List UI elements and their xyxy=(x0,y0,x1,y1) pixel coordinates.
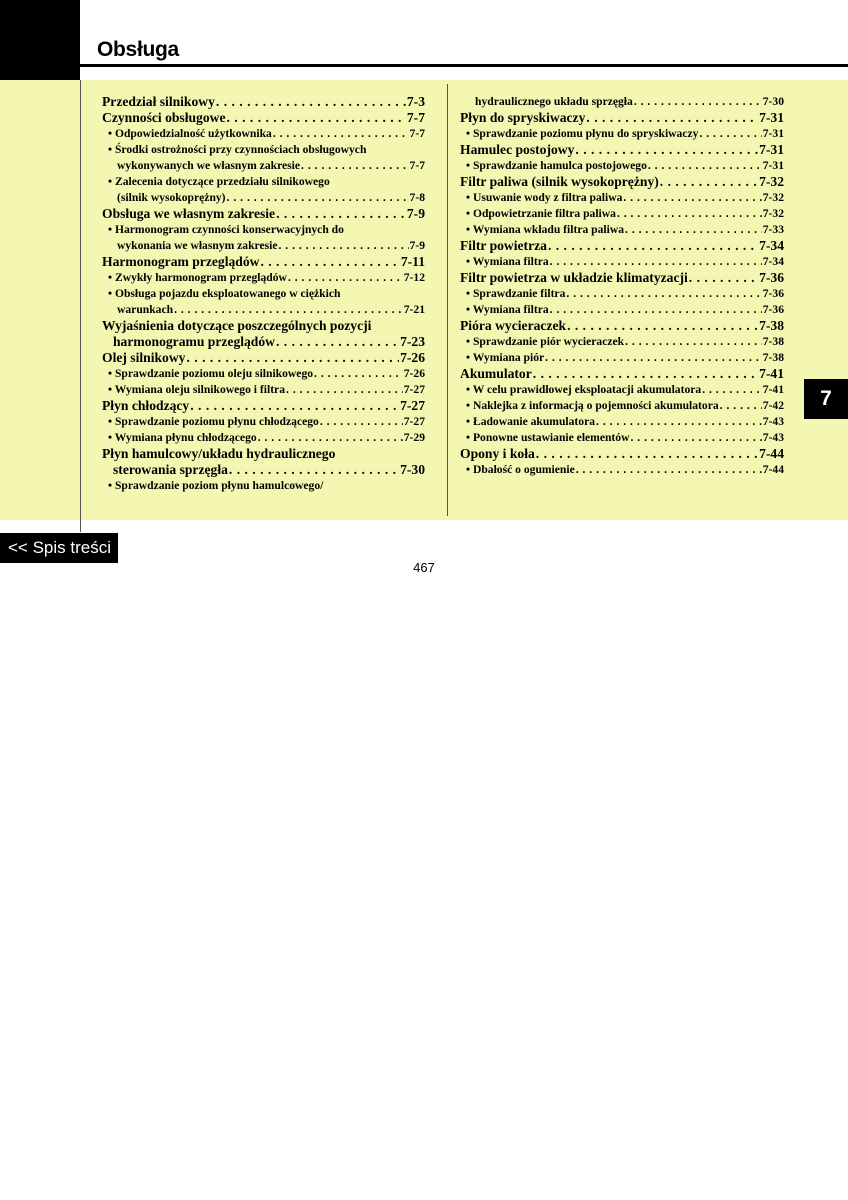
toc-entry[interactable]: • Wymiana oleju silnikowego i filtra . . . 7-27 xyxy=(102,382,425,398)
column-divider xyxy=(447,84,448,516)
toc-entry[interactable]: (silnik wysokoprężny) . . . 7-8 xyxy=(102,190,425,206)
toc-entry[interactable]: hydraulicznego układu sprzęgła . . . 7-30 xyxy=(460,94,784,110)
toc-entry[interactable]: Opony i koła . . . 7-44 xyxy=(460,446,784,462)
toc-entry[interactable]: • Sprawdzanie poziomu oleju silnikowego . . . 7-26 xyxy=(102,366,425,382)
toc-entry[interactable]: • Wymiana wkładu filtra paliwa . . . 7-33 xyxy=(460,222,784,238)
header-rule xyxy=(80,64,848,67)
toc-entry[interactable]: • Sprawdzanie piór wycieraczek . . . 7-38 xyxy=(460,334,784,350)
toc-entry[interactable]: wykonywanych we własnym zakresie . . . 7-7 xyxy=(102,158,425,174)
toc-entry[interactable]: • Wymiana piór . . . 7-38 xyxy=(460,350,784,366)
toc-entry[interactable]: • Sprawdzanie hamulca postojowego . . . 7-31 xyxy=(460,158,784,174)
toc-entry[interactable]: • Wymiana płynu chłodzącego . . . 7-29 xyxy=(102,430,425,446)
toc-entry[interactable]: Płyn do spryskiwaczy . . . 7-31 xyxy=(460,110,784,126)
toc-entry[interactable]: Olej silnikowy . . . 7-26 xyxy=(102,350,425,366)
toc-entry[interactable]: Płyn chłodzący . . . 7-27 xyxy=(102,398,425,414)
toc-entry[interactable]: • Usuwanie wody z filtra paliwa . . . 7-32 xyxy=(460,190,784,206)
toc-entry[interactable]: • Sprawdzanie poziomu płynu chłodzącego . . . 7-27 xyxy=(102,414,425,430)
toc-entry[interactable]: Akumulator . . . 7-41 xyxy=(460,366,784,382)
toc-entry[interactable]: Czynności obsługowe . . . 7-7 xyxy=(102,110,425,126)
toc-column-right xyxy=(460,94,784,478)
toc-entry[interactable]: • Wymiana filtra . . . 7-36 xyxy=(460,302,784,318)
toc-entry-line[interactable]: Płyn hamulcowy/układu hydraulicznego xyxy=(102,445,336,461)
toc-entry[interactable]: Przedział silnikowy . . . 7-3 xyxy=(102,94,425,110)
toc-column-left xyxy=(102,94,425,494)
toc-entry[interactable]: harmonogramu przeglądów . . . 7-23 xyxy=(102,334,425,350)
toc-entry[interactable]: Obsługa we własnym zakresie . . . 7-9 xyxy=(102,206,425,222)
toc-entry[interactable]: • Zwykły harmonogram przeglądów . . . 7-12 xyxy=(102,270,425,286)
toc-entry[interactable]: • Naklejka z informacją o pojemności akumulatora . . . 7-42 xyxy=(460,398,784,414)
toc-entry-line[interactable]: • Zalecenia dotyczące przedziału silnikowego xyxy=(108,175,330,189)
left-margin-rule xyxy=(80,80,81,532)
toc-entry[interactable]: • Ładowanie akumulatora . . . 7-43 xyxy=(460,414,784,430)
toc-entry[interactable]: • Odpowiedzialność użytkownika . . . 7-7 xyxy=(102,126,425,142)
toc-entry[interactable]: • Sprawdzanie poziomu płynu do spryskiwaczy . . . 7-31 xyxy=(460,126,784,142)
toc-entry[interactable]: warunkach . . . 7-21 xyxy=(102,302,425,318)
header-black-block xyxy=(0,0,80,80)
toc-entry[interactable]: • Odpowietrzanie filtra paliwa . . . 7-32 xyxy=(460,206,784,222)
chapter-tab: 7 xyxy=(804,379,848,419)
toc-entry[interactable]: • Sprawdzanie filtra . . . 7-36 xyxy=(460,286,784,302)
toc-entry[interactable]: • Ponowne ustawianie elementów . . . 7-43 xyxy=(460,430,784,446)
toc-entry[interactable]: Harmonogram przeglądów . . . 7-11 xyxy=(102,254,425,270)
toc-entry[interactable]: Hamulec postojowy . . . 7-31 xyxy=(460,142,784,158)
toc-entry-line[interactable]: • Środki ostrożności przy czynnościach obsługowych xyxy=(108,143,367,157)
toc-entry[interactable]: sterowania sprzęgła . . . 7-30 xyxy=(102,462,425,478)
toc-entry-line[interactable]: • Harmonogram czynności konserwacyjnych do xyxy=(108,223,344,237)
toc-entry-line[interactable]: Wyjaśnienia dotyczące poszczególnych pozycji xyxy=(102,317,372,333)
toc-entry[interactable]: Filtr powietrza . . . 7-34 xyxy=(460,238,784,254)
toc-entry[interactable]: • Dbałość o ogumienie . . . 7-44 xyxy=(460,462,784,478)
page-title: Obsługa xyxy=(97,38,179,61)
toc-entry[interactable]: • Wymiana filtra . . . 7-34 xyxy=(460,254,784,270)
toc-entry-line[interactable]: • Sprawdzanie poziom płynu hamulcowego/ xyxy=(108,479,324,493)
table-of-contents-link[interactable]: << Spis treści xyxy=(0,533,118,563)
toc-entry[interactable]: • W celu prawidłowej eksploatacji akumulatora . . . 7-41 xyxy=(460,382,784,398)
toc-entry[interactable]: Filtr paliwa (silnik wysokoprężny) . . . 7-32 xyxy=(460,174,784,190)
toc-entry-line[interactable]: • Obsługa pojazdu eksploatowanego w ciężkich xyxy=(108,286,341,300)
toc-entry[interactable]: Filtr powietrza w układzie klimatyzacji . . . 7-36 xyxy=(460,270,784,286)
toc-entry[interactable]: Pióra wycieraczek . . . 7-38 xyxy=(460,318,784,334)
page-number: 467 xyxy=(413,560,435,575)
toc-entry[interactable]: wykonania we własnym zakresie . . . 7-9 xyxy=(102,238,425,254)
